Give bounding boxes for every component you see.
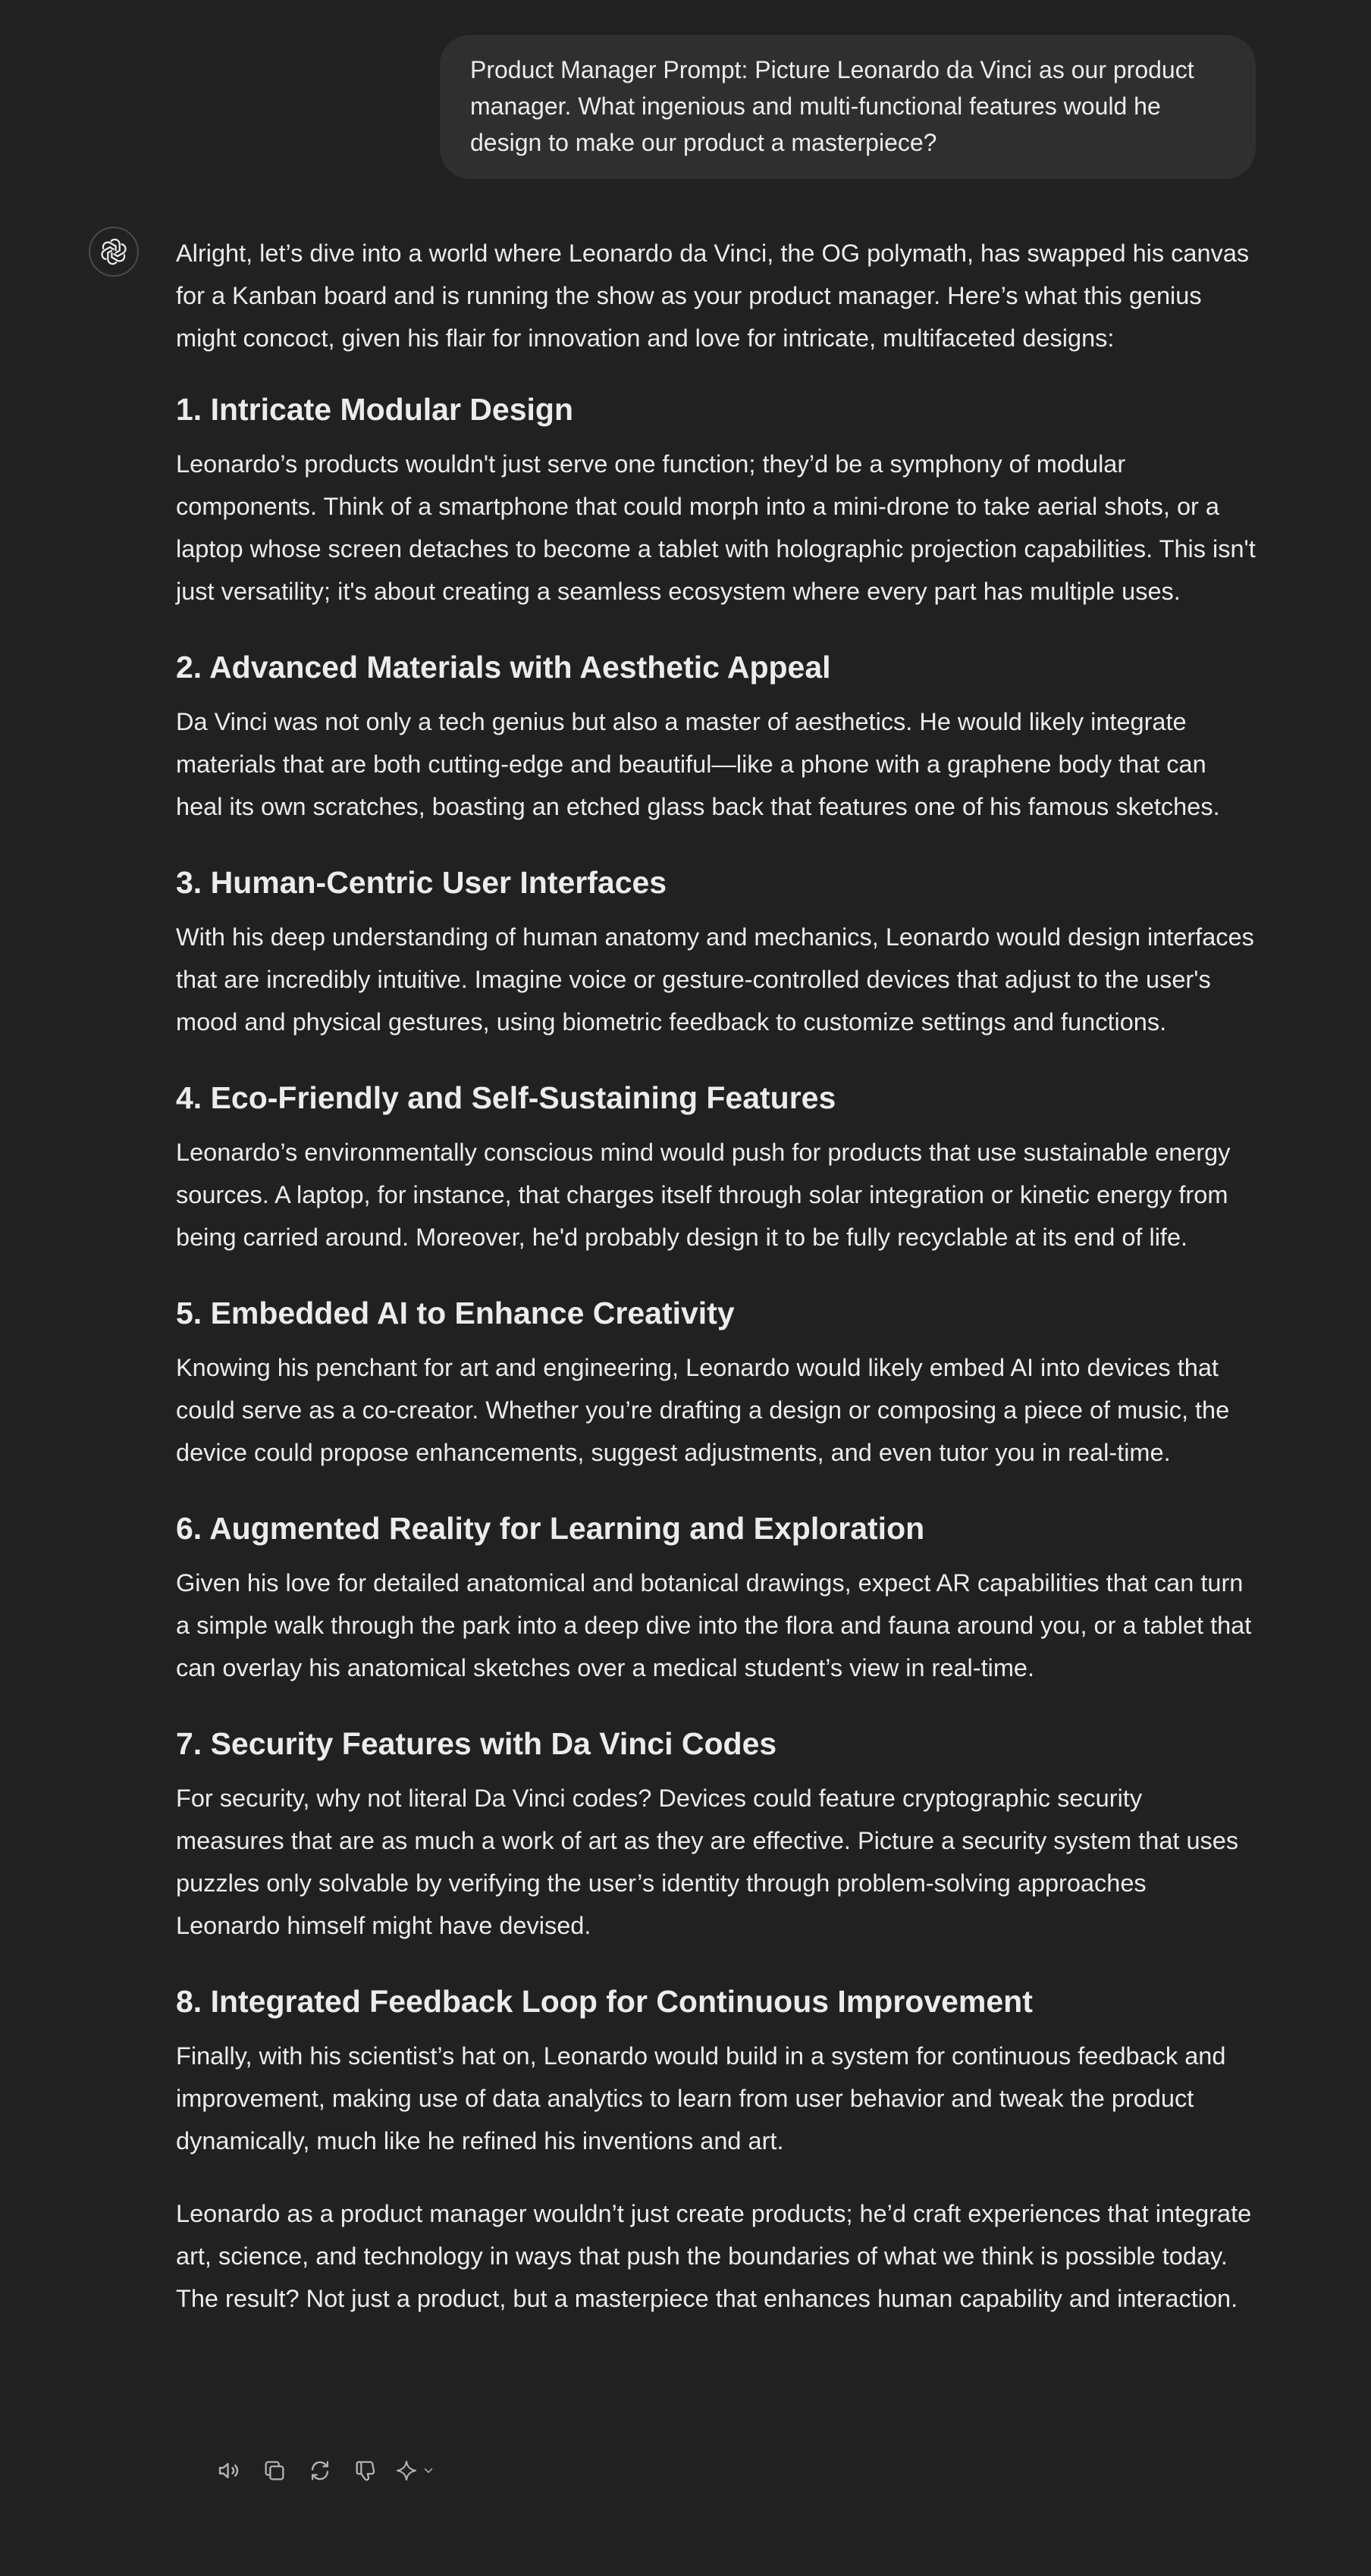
user-message-text: Product Manager Prompt: Picture Leonardo da Vinci as our product manager. What ingenious and multi-functional features would he design to make our product a masterpiece? bbox=[470, 56, 1194, 156]
message-actions bbox=[206, 2452, 441, 2490]
section-heading: 8. Integrated Feedback Loop for Continuous Improvement bbox=[176, 1984, 1033, 2019]
section-body: Given his love for detailed anatomical and botanical drawings, expect AR capabilities that can turn a simple walk through the park into a deep dive into the flora and fauna around you, or a tablet that can overlay his anatomical sketches over a medical student’s view in real-time. bbox=[176, 1569, 1252, 1681]
chevron-down-icon bbox=[422, 2464, 435, 2477]
section-body: Leonardo’s environmentally conscious mind would push for products that use sustainable energy sources. A laptop, for instance, that charges itself through solar integration or kinetic energy from being carried around. Moreover, he'd probably design it to be fully recyclable at its end of life. bbox=[176, 1139, 1231, 1251]
copy-button[interactable] bbox=[252, 2452, 297, 2490]
assistant-intro: Alright, let’s dive into a world where Leonardo da Vinci, the OG polymath, has swapped his canvas for a Kanban board and is running the show as your product manager. Here’s what this genius might concoct, given his flair for innovation and love for intricate, multifaceted designs: bbox=[176, 240, 1250, 352]
model-switch-button[interactable] bbox=[388, 2452, 441, 2490]
assistant-closing: Leonardo as a product manager wouldn’t just create products; he’d craft experiences that integrate art, science, and technology in ways that push the boundaries of what we think is possible today. The result? Not just a product, but a masterpiece that enhances human capability and interaction. bbox=[176, 2200, 1252, 2312]
section-heading: 4. Eco-Friendly and Self-Sustaining Features bbox=[176, 1080, 836, 1115]
section-heading: 7. Security Features with Da Vinci Codes bbox=[176, 1726, 777, 1761]
section-heading: 2. Advanced Materials with Aesthetic Appeal bbox=[176, 650, 831, 685]
read-aloud-button[interactable] bbox=[206, 2452, 252, 2490]
assistant-avatar bbox=[89, 227, 139, 277]
thumbs-down-icon bbox=[353, 2458, 378, 2484]
regenerate-icon bbox=[307, 2458, 333, 2484]
bad-response-button[interactable] bbox=[343, 2452, 388, 2490]
section-heading: 6. Augmented Reality for Learning and Exploration bbox=[176, 1511, 925, 1546]
section-body: Leonardo’s products wouldn't just serve one function; they’d be a symphony of modular components. Think of a smartphone that could morph into a mini-drone to take aerial shots, or a laptop whose screen detaches to become a tablet with holographic projection capabilities. This isn't just versatility; it's about creating a seamless ecosystem where every part has multiple uses. bbox=[176, 450, 1256, 605]
section-heading: 1. Intricate Modular Design bbox=[176, 392, 573, 427]
regenerate-button[interactable] bbox=[297, 2452, 343, 2490]
user-message-bubble bbox=[440, 35, 1256, 179]
copy-icon bbox=[262, 2458, 287, 2484]
assistant-message bbox=[176, 232, 1256, 2320]
section-body: For security, why not literal Da Vinci codes? Devices could feature cryptographic security measures that are as much a work of art as they are effective. Picture a security system that uses puzzles only solvable by verifying the user’s identity through problem-solving approaches Leonardo himself might have devised. bbox=[176, 1785, 1239, 1939]
section-heading: 3. Human-Centric User Interfaces bbox=[176, 865, 667, 900]
section-body: With his deep understanding of human anatomy and mechanics, Leonardo would design interfaces that are incredibly intuitive. Imagine voice or gesture-controlled devices that adjust to the user's mood and physical gestures, using biometric feedback to customize settings and functions. bbox=[176, 923, 1254, 1036]
section-body: Knowing his penchant for art and engineering, Leonardo would likely embed AI into devices that could serve as a co-creator. Whether you’re drafting a design or composing a piece of music, the device could propose enhancements, suggest adjustments, and even tutor you in real-time. bbox=[176, 1354, 1230, 1466]
openai-logo-icon bbox=[98, 236, 130, 268]
sparkle-icon bbox=[394, 2458, 419, 2483]
section-body: Da Vinci was not only a tech genius but also a master of aesthetics. He would likely integrate materials that are both cutting-edge and beautiful—like a phone with a graphene body that can heal its own scratches, boasting an etched glass back that features one of his famous sketches. bbox=[176, 708, 1220, 820]
section-heading: 5. Embedded AI to Enhance Creativity bbox=[176, 1296, 735, 1330]
section-body: Finally, with his scientist’s hat on, Leonardo would build in a system for continuous feedback and improvement, making use of data analytics to learn from user behavior and tweak the product dynamically, much like he refined his inventions and art. bbox=[176, 2042, 1226, 2155]
speaker-icon bbox=[215, 2457, 243, 2484]
